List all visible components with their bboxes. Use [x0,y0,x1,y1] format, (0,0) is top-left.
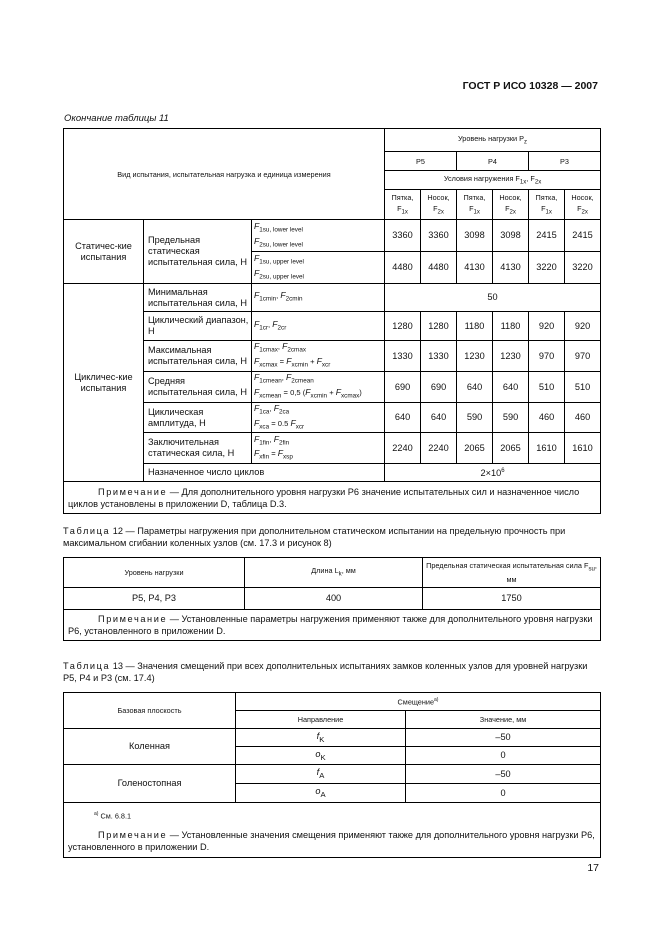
heel-p3: Пятка, $F_{1x}$ [529,190,565,220]
static-lower-val: 2415 [529,220,565,252]
amp-val: 590 [493,403,529,433]
mean-val: 690 [421,372,457,403]
t13-dir-fa: $f_A$ [236,765,406,784]
max-label: Максимальная испытательная сила, Н [144,341,252,372]
amp-val: 640 [385,403,421,433]
t13-col-direction: Направление [236,711,406,729]
t13-val-fk: –50 [406,729,601,747]
range-val: 920 [565,312,601,341]
table12-caption: Таблица 12 — Параметры нагружения при дополнительном статическом испытании на предельную прочность при максимальном сгибании коленных узлов (см. 17.3 и рисунок 8) [63,526,566,548]
t13-footer [64,803,601,858]
final-val: 1610 [565,433,601,464]
static-group: Статичес-кие испытания [64,220,144,284]
static-lower-val: 3360 [385,220,421,252]
mean-val: 510 [529,372,565,403]
t13-dir-oa: $o_A$ [236,784,406,803]
final-val: 2240 [421,433,457,464]
static-lower-val: 3360 [421,220,457,252]
t13-knee: Коленная [64,729,236,765]
standard-header: ГОСТ Р ИСО 10328 — 2007 [462,80,598,92]
range-val: 1280 [385,312,421,341]
t13-dir-fk: $f_K$ [236,729,406,747]
static-label: Предельная статическая испытательная сила, Н [144,220,252,284]
static-upper-val: 4130 [493,252,529,284]
toe-p3: Носок, $F_{2x}$ [565,190,601,220]
max-val: 1230 [457,341,493,372]
level-p5: P5 [385,152,457,171]
page-number: 17 [587,862,599,874]
table12 [63,557,601,641]
range-val: 1180 [457,312,493,341]
t13-col-offset: Смещение$^{a)}$ [236,693,601,711]
table11-note: Примечание — Для дополнительного уровня нагрузки P6 значение испытательных сил и назначенное число циклов установлены в приложении D, таблица D.3. [64,482,601,514]
static-lower-val: 3098 [493,220,529,252]
table11-head-main: Вид испытания, испытательная нагрузка и единица измерения [64,129,385,220]
static-upper-val: 4480 [385,252,421,284]
final-val: 1610 [529,433,565,464]
static-lower-formula: $F_{1su, lower level}$ $F_{2su, lower level}$ [252,220,385,252]
table13-caption: Таблица 13 — Значения смещений при всех дополнительных испытаниях замков коленных узлов для уровней нагрузки P5, P4 и P3 (см. 17.4) [63,661,588,683]
table11-load-level-head: Уровень нагрузки $P_z$ [385,129,601,152]
t13-val-fa: –50 [406,765,601,784]
final-val: 2240 [385,433,421,464]
t12-col-force: Предельная статическая испытательная сила $F_{su}$, мм [423,558,601,588]
t13-col-value: Значение, мм [406,711,601,729]
mean-val: 640 [493,372,529,403]
t12-col-level: Уровень нагрузки [64,558,245,588]
range-label: Циклический диапазон, Н [144,312,252,341]
t13-ankle: Голеностопная [64,765,236,803]
level-p3: P3 [529,152,601,171]
heel-p5: Пятка, $F_{1x}$ [385,190,421,220]
mean-label: Средняя испытательная сила, Н [144,372,252,403]
min-label: Минимальная испытательная сила, Н [144,284,252,312]
amp-val: 460 [565,403,601,433]
cycles-value: $2\times 10^6$ [385,464,601,482]
heel-p4: Пятка, $F_{1x}$ [457,190,493,220]
mean-val: 640 [457,372,493,403]
cycles-label: Назначенное число циклов [144,464,385,482]
max-val: 1230 [493,341,529,372]
min-value: 50 [385,284,601,312]
max-val: 970 [565,341,601,372]
final-label: Заключительная статическая сила, Н [144,433,252,464]
t13-val-oa: 0 [406,784,601,803]
range-formula: $F_{1cr}$, $F_{2cr}$ [252,312,385,341]
amp-val: 590 [457,403,493,433]
table13 [63,692,601,858]
static-lower-val: 2415 [565,220,601,252]
t13-val-ok: 0 [406,747,601,765]
mean-formula: $F_{1cmean}$, $F_{2cmean}$ $F_{xcmean} = 0,5$ $(F_{xcmin} + F_{xcmax})$ [252,372,385,403]
t13-dir-ok: $o_K$ [236,747,406,765]
max-val: 970 [529,341,565,372]
range-val: 1180 [493,312,529,341]
table13-note: Примечание — Установленные значения смещения применяют также для дополнительного уровня нагрузки P6, установленного в приложении D. [68,830,595,853]
table11 [63,128,601,514]
final-val: 2065 [493,433,529,464]
max-formula: $F_{1cmax}$, $F_{2cmax}$ $F_{xcmax} = F_{xcmin} + F_{xcr}$ [252,341,385,372]
toe-p5: Носок, $F_{2x}$ [421,190,457,220]
t12-row-level: P5, P4, P3 [64,588,245,610]
amp-val: 640 [421,403,457,433]
static-lower-val: 3098 [457,220,493,252]
conditions-head: Условия нагружения $F_{1x}$, $F_{2x}$ [385,171,601,190]
static-upper-val: 4130 [457,252,493,284]
t12-row-force: 1750 [423,588,601,610]
mean-val: 690 [385,372,421,403]
t13-footnote: $^{a)}$ См. 6.8.1 [94,811,132,821]
table11-caption: Окончание таблицы 11 [64,113,169,124]
cyclic-group: Цикличес-кие испытания [64,284,144,482]
amp-val: 460 [529,403,565,433]
static-upper-val: 3220 [565,252,601,284]
t13-col-plane: Базовая плоскость [64,693,236,729]
final-formula: $F_{1fin}$, $F_{2fin}$ $F_{xfin} = F_{xsp}$ [252,433,385,464]
t12-row-length: 400 [245,588,423,610]
min-formula: $F_{1cmin}$, $F_{2cmin}$ [252,284,385,312]
max-val: 1330 [421,341,457,372]
amp-formula: $F_{1ca}$, $F_{2ca}$ $F_{xca} = 0.5$ $F_{xcr}$ [252,403,385,433]
static-upper-val: 4480 [421,252,457,284]
toe-p4: Носок, $F_{2x}$ [493,190,529,220]
static-upper-val: 3220 [529,252,565,284]
mean-val: 510 [565,372,601,403]
final-val: 2065 [457,433,493,464]
range-val: 920 [529,312,565,341]
table12-note: Примечание — Установленные параметры нагружения применяют также для дополнительного уровня нагрузки P6, установленного в приложении D. [64,610,601,641]
t12-col-length: Длина $L_k$, мм [245,558,423,588]
level-p4: P4 [457,152,529,171]
amp-label: Циклическая амплитуда, Н [144,403,252,433]
range-val: 1280 [421,312,457,341]
max-val: 1330 [385,341,421,372]
static-upper-formula: $F_{1su, upper level}$ $F_{2su, upper level}$ [252,252,385,284]
